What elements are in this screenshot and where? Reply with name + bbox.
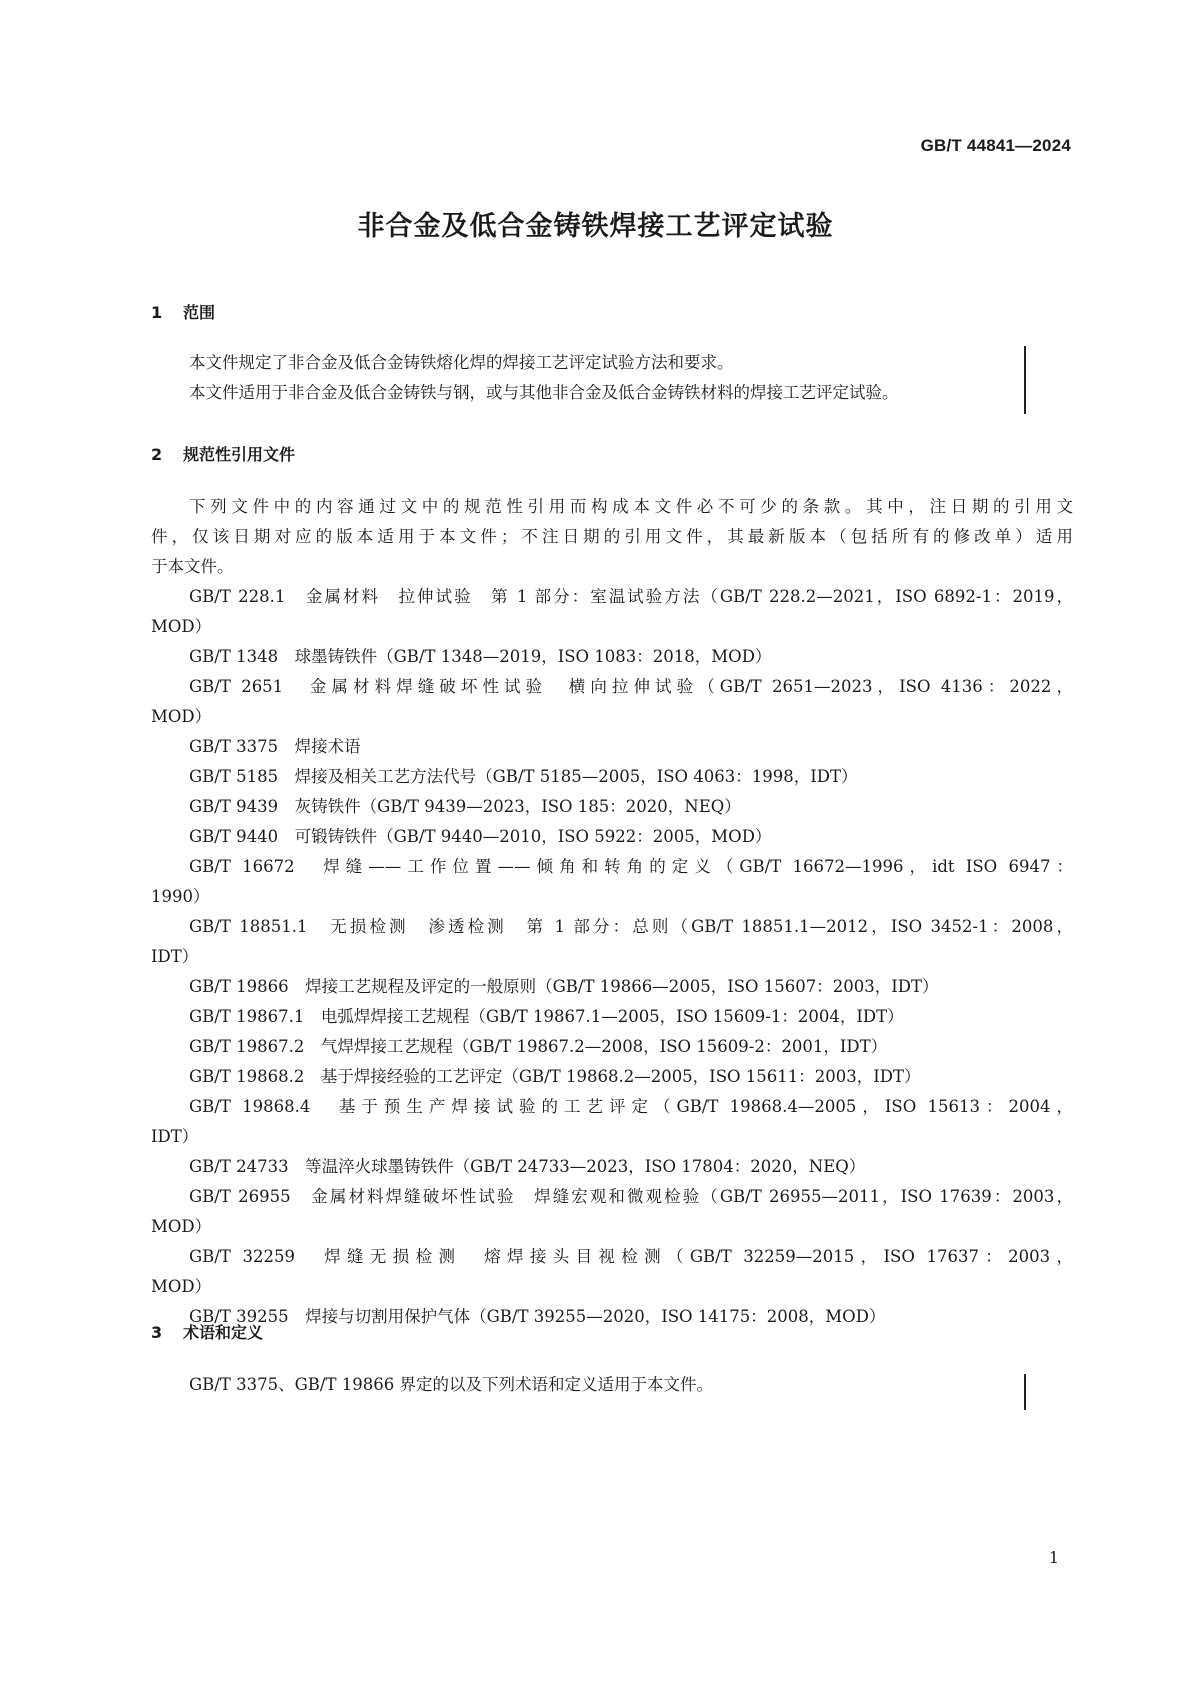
reference-item: GB/T 19866 焊接工艺规程及评定的一般原则（GB/T 19866—2005，ISO 15607：2003，IDT） [189,977,939,996]
reference-item-continuation: MOD） [151,1277,212,1296]
reference-item: GB/T 228.1 金属材料 拉伸试验 第 1 部分：室温试验方法（GB/T 228.2—2021，ISO 6892-1：2019， [189,587,1073,606]
terms-paragraph: GB/T 3375、GB/T 19866 界定的以及下列术语和定义适用于本文件。 [189,1375,713,1394]
reference-item: GB/T 9440 可锻铸铁件（GB/T 9440—2010，ISO 5922：2005，MOD） [189,827,772,846]
reference-item: GB/T 16672 焊缝——工作位置——倾角和转角的定义（GB/T 16672—1996，idt ISO 6947： [189,857,1073,876]
reference-item-continuation: MOD） [151,707,212,726]
reference-item: GB/T 5185 焊接及相关工艺方法代号（GB/T 5185—2005，ISO 4063：1998，IDT） [189,767,858,786]
change-bar [1024,1374,1026,1410]
reference-item: GB/T 19868.4 基于预生产焊接试验的工艺评定（GB/T 19868.4—2005，ISO 15613：2004， [189,1097,1073,1116]
section-1-heading [151,300,215,323]
reference-item: GB/T 26955 金属材料焊缝破坏性试验 焊缝宏观和微观检验（GB/T 26955—2011，ISO 17639：2003， [189,1187,1073,1206]
reference-item: GB/T 3375 焊接术语 [189,737,361,756]
reference-item: GB/T 24733 等温淬火球墨铸铁件（GB/T 24733—2023，ISO 17804：2020，NEQ） [189,1157,866,1176]
section-title: 规范性引用文件 [183,445,296,464]
reference-item-continuation: IDT） [151,1127,199,1146]
section-2-heading [151,442,295,465]
document-title: 非合金及低合金铸铁焊接工艺评定试验 [357,211,834,242]
change-bar [1024,346,1026,414]
reference-item-continuation: IDT） [151,947,199,966]
reference-item: GB/T 32259 焊缝无损检测 熔焊接头目视检测（GB/T 32259—2015，ISO 17637：2003， [189,1247,1073,1266]
section-number: 2 [151,445,163,464]
intro-line: 下列文件中的内容通过文中的规范性引用而构成本文件必不可少的条款。其中，注日期的引用文 [189,497,1073,516]
standard-code: GB/T 44841—2024 [920,136,1071,155]
scope-paragraph: 本文件适用于非合金及低合金铸铁与钢，或与其他非合金及低合金铸铁材料的焊接工艺评定试验。 [189,383,899,402]
intro-line: 于本文件。 [151,557,234,576]
reference-item-continuation: MOD） [151,617,212,636]
page-number: 1 [1048,1548,1059,1567]
reference-item-continuation: 1990） [151,887,210,906]
section-title: 术语和定义 [183,1323,264,1342]
section-3-heading [151,1320,263,1343]
reference-item: GB/T 19867.1 电弧焊焊接工艺规程（GB/T 19867.1—2005，ISO 15609-1：2004，IDT） [189,1007,904,1026]
section-1-body [151,348,1073,408]
reference-item: GB/T 19868.2 基于焊接经验的工艺评定（GB/T 19868.2—2005，ISO 15611：2003，IDT） [189,1067,921,1086]
reference-item-continuation: MOD） [151,1217,212,1236]
intro-line: 件，仅该日期对应的版本适用于本文件；不注日期的引用文件，其最新版本（包括所有的修改单）适用 [151,527,1073,546]
reference-item: GB/T 9439 灰铸铁件（GB/T 9439—2023，ISO 185：2020，NEQ） [189,797,741,816]
section-number: 1 [151,303,163,322]
reference-item: GB/T 1348 球墨铸铁件（GB/T 1348—2019，ISO 1083：2018，MOD） [189,647,772,666]
reference-item: GB/T 19867.2 气焊焊接工艺规程（GB/T 19867.2—2008，ISO 15609-2：2001，IDT） [189,1037,888,1056]
section-number: 3 [151,1323,163,1342]
section-3-body [151,1370,1073,1400]
scope-paragraph: 本文件规定了非合金及低合金铸铁熔化焊的焊接工艺评定试验方法和要求。 [189,353,734,372]
reference-item: GB/T 2651 金属材料焊缝破坏性试验 横向拉伸试验（GB/T 2651—2023，ISO 4136：2022， [189,677,1073,696]
reference-item: GB/T 18851.1 无损检测 渗透检测 第 1 部分：总则（GB/T 18851.1—2012，ISO 3452-1：2008， [189,917,1073,936]
reference-item: GB/T 39255 焊接与切割用保护气体（GB/T 39255—2020，ISO 14175：2008，MOD） [189,1307,886,1326]
section-2-body [151,492,1073,1332]
section-title: 范围 [183,303,216,322]
